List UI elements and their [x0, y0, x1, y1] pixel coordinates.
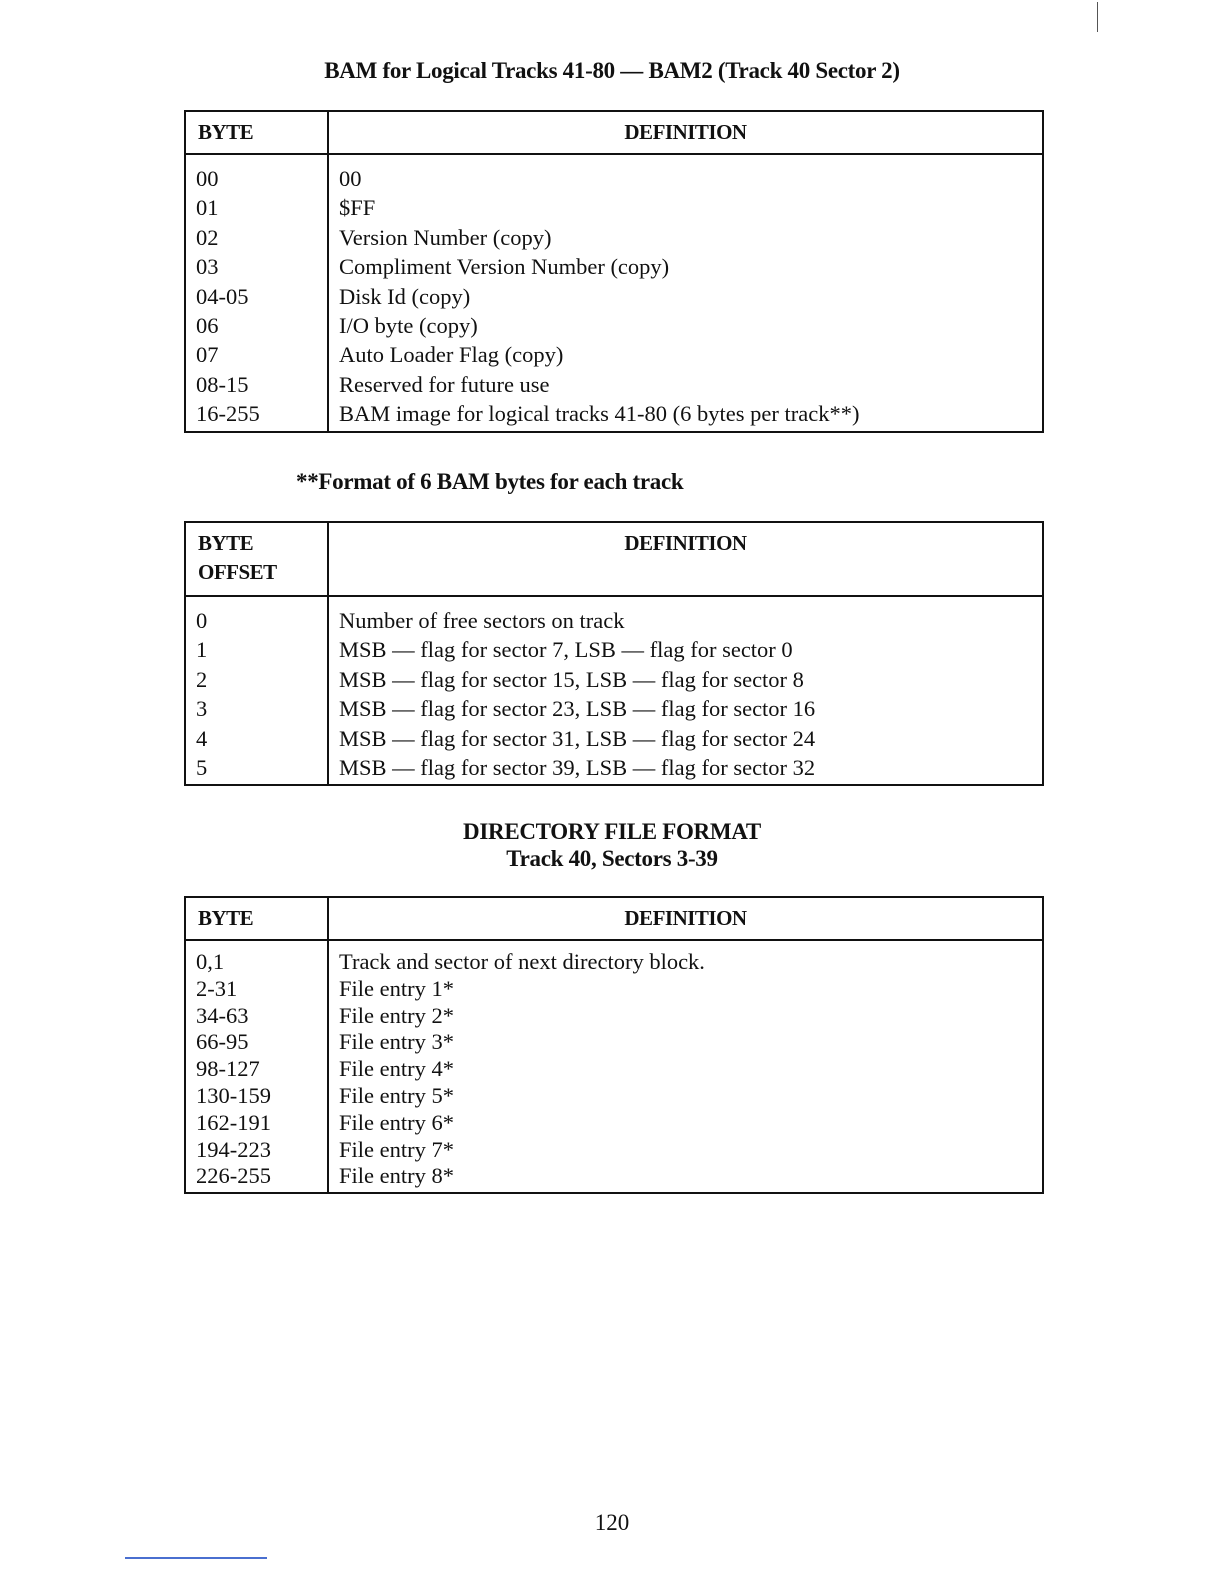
definition-cell: BAM image for logical tracks 41-80 (6 bytes per track**) — [328, 399, 1043, 431]
table-row — [185, 694, 1043, 723]
byte-cell: 0,1 — [185, 940, 328, 976]
definition-cell: File entry 6* — [328, 1110, 1043, 1137]
table-row — [185, 311, 1043, 340]
definition-cell: File entry 1* — [328, 976, 1043, 1003]
definition-cell: Compliment Version Number (copy) — [328, 252, 1043, 281]
table-row — [185, 1083, 1043, 1110]
table-row — [185, 596, 1043, 635]
byte-cell: 130-159 — [185, 1083, 328, 1110]
table-row — [185, 753, 1043, 785]
table-row — [185, 223, 1043, 252]
directory-title: DIRECTORY FILE FORMAT — [463, 819, 761, 844]
byte-cell: 2 — [185, 665, 328, 694]
table-row — [185, 976, 1043, 1003]
definition-cell: Auto Loader Flag (copy) — [328, 340, 1043, 369]
byte-cell: 34-63 — [185, 1003, 328, 1030]
bam-format-rows — [185, 596, 1043, 785]
byte-cell: 226-255 — [185, 1163, 328, 1193]
table-row — [185, 1003, 1043, 1030]
byte-cell: 66-95 — [185, 1029, 328, 1056]
byte-cell: 98-127 — [185, 1056, 328, 1083]
definition-cell: File entry 8* — [328, 1163, 1043, 1193]
definition-cell: Number of free sectors on track — [328, 596, 1043, 635]
scan-edge-line — [125, 1557, 267, 1559]
directory-table — [184, 896, 1044, 1194]
table-row — [185, 940, 1043, 976]
definition-cell: MSB — flag for sector 7, LSB — flag for sector 0 — [328, 635, 1043, 664]
definition-cell: File entry 4* — [328, 1056, 1043, 1083]
byte-cell: 04-05 — [185, 282, 328, 311]
byte-cell: 4 — [185, 724, 328, 753]
definition-cell: MSB — flag for sector 23, LSB — flag for sector 16 — [328, 694, 1043, 723]
table-row — [185, 282, 1043, 311]
column-header-byte: BYTE — [198, 531, 254, 555]
definition-cell: Version Number (copy) — [328, 223, 1043, 252]
table-row — [185, 193, 1043, 222]
directory-subtitle: Track 40, Sectors 3-39 — [506, 846, 718, 871]
definition-cell: Disk Id (copy) — [328, 282, 1043, 311]
byte-cell: 00 — [185, 154, 328, 193]
byte-cell: 3 — [185, 694, 328, 723]
column-header-offset: OFFSET — [198, 560, 277, 584]
table-row — [185, 370, 1043, 399]
page-number: 120 — [594, 1510, 630, 1535]
definition-cell: MSB — flag for sector 15, LSB — flag for sector 8 — [328, 665, 1043, 694]
definition-cell: Track and sector of next directory block. — [328, 940, 1043, 976]
column-header-definition: DEFINITION — [328, 111, 1043, 154]
byte-cell: 03 — [185, 252, 328, 281]
byte-cell: 194-223 — [185, 1137, 328, 1164]
byte-cell: 01 — [185, 193, 328, 222]
table-row — [185, 1163, 1043, 1193]
definition-cell: MSB — flag for sector 39, LSB — flag for sector 32 — [328, 753, 1043, 785]
byte-cell: 5 — [185, 753, 328, 785]
definition-cell: File entry 5* — [328, 1083, 1043, 1110]
bam2-rows — [185, 154, 1043, 432]
table-row — [185, 1056, 1043, 1083]
definition-cell: I/O byte (copy) — [328, 311, 1043, 340]
table-row — [185, 1110, 1043, 1137]
bam2-table — [184, 110, 1044, 433]
table-row — [185, 724, 1043, 753]
definition-cell: File entry 2* — [328, 1003, 1043, 1030]
definition-cell: Reserved for future use — [328, 370, 1043, 399]
column-header-definition: DEFINITION — [328, 897, 1043, 940]
table-row — [185, 399, 1043, 431]
bam-format-title: **Format of 6 BAM bytes for each track — [296, 469, 684, 494]
definition-cell: File entry 3* — [328, 1029, 1043, 1056]
definition-cell: File entry 7* — [328, 1137, 1043, 1164]
bam-format-table — [184, 521, 1044, 786]
byte-cell: 16-255 — [185, 399, 328, 431]
byte-cell: 02 — [185, 223, 328, 252]
definition-cell: 00 — [328, 154, 1043, 193]
byte-cell: 07 — [185, 340, 328, 369]
table-row — [185, 635, 1043, 664]
table-row — [185, 1137, 1043, 1164]
table-row — [185, 665, 1043, 694]
definition-cell: MSB — flag for sector 31, LSB — flag for sector 24 — [328, 724, 1043, 753]
column-header-definition: DEFINITION — [328, 522, 1043, 596]
column-header-byte: BYTE — [185, 897, 328, 940]
byte-cell: 06 — [185, 311, 328, 340]
byte-cell: 08-15 — [185, 370, 328, 399]
byte-cell: 0 — [185, 596, 328, 635]
definition-cell: $FF — [328, 193, 1043, 222]
table-row — [185, 1029, 1043, 1056]
table-row — [185, 340, 1043, 369]
column-header-byte: BYTE — [185, 111, 328, 154]
byte-cell: 1 — [185, 635, 328, 664]
directory-rows — [185, 940, 1043, 1193]
bam2-title: BAM for Logical Tracks 41-80 — BAM2 (Track 40 Sector 2) — [324, 58, 900, 83]
table-row — [185, 154, 1043, 193]
scan-mark — [1097, 2, 1098, 32]
byte-cell: 2-31 — [185, 976, 328, 1003]
table-row — [185, 252, 1043, 281]
byte-cell: 162-191 — [185, 1110, 328, 1137]
